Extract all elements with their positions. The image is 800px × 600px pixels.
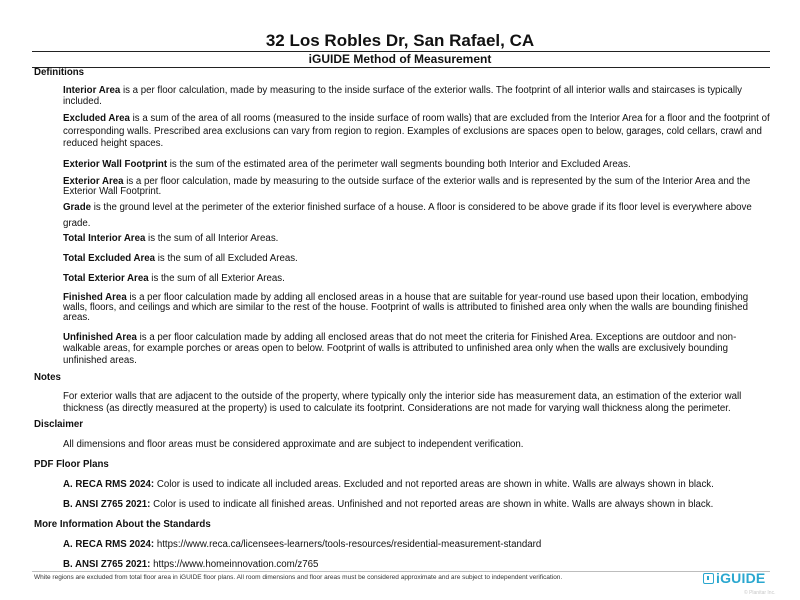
definition-term: Total Interior Area [63,232,146,244]
watermark: © Planitar Inc. [744,590,776,596]
iguide-logo [703,570,765,586]
definition-excluded-area [34,113,772,151]
pdf-floor-plans-heading: PDF Floor Plans [34,459,109,470]
definition-interior-area [34,85,772,107]
definitions-heading: Definitions [34,67,85,78]
definition-text: is a per floor calculation made by adding all enclosed areas in a house that are suitable for year-round use based upon their location, embodying walls, floors, and ceilings and which are similar to the rest of the house. Footprint of walls is attributed to finished area only when the walls are bounding finished areas. [63,291,749,323]
standard-term: B. ANSI Z765 2021: [63,559,151,570]
pdf-floor-plan-item [34,479,772,490]
definition-text: is the sum of all Exterior Areas. [148,272,285,284]
standard-term: A. RECA RMS 2024: [63,539,155,550]
page-title: 32 Los Robles Dr, San Rafael, CA [265,31,535,50]
standard-term: A. RECA RMS 2024: [63,479,155,490]
footer-divider [32,571,770,572]
definition-total-interior-area [34,233,772,244]
definition-exterior-wall-footprint [34,159,772,170]
standard-text: Color is used to indicate all included areas. Excluded and not reported areas are shown in white. Walls are always shown in black. [154,479,714,490]
iguide-logo-icon [703,573,714,584]
definition-grade [34,200,772,232]
definition-text: is the sum of the estimated area of the perimeter wall segments bounding both Interior and Excluded Areas. [167,158,631,170]
definition-term: Exterior Wall Footprint [63,158,168,170]
definition-unfinished-area [34,332,772,367]
notes-text: For exterior walls that are adjacent to the outside of the property, where typically only the interior side has measurement data, an estimation of the exterior wall thickness (as directly measured at the property) is used to calculate its footprint. Considerations are not made for varying wall thickness along the perimeter. [63,391,742,414]
definition-term: Total Exterior Area [63,272,149,284]
document-body [34,67,772,570]
definition-text: is a sum of the area of all rooms (measured to the inside surface of room walls) that are excluded from the Interior Area for a floor and the footprint of corresponding walls. Prescribed area exclusions can vary from region to region. Examples of exclusions are spaces open to below, garages, cold cellars, crawl and reduced height spaces. [63,113,770,149]
footer-note: White regions are excluded from total floor area in iGUIDE floor plans. All room dimensions and floor areas must be considered approximate and are subject to independent verification. [34,574,563,581]
notes-heading: Notes [34,372,61,383]
standard-link: https://www.homeinnovation.com/z765 [150,559,319,570]
standard-text: Color is used to indicate all finished areas. Unfinished and not reported areas are shown in white. Walls are always shown in black. [150,499,714,510]
definition-text: is the sum of all Interior Areas. [145,232,279,244]
logo-text: iGUIDE [716,570,766,586]
standards-link-item [34,559,772,570]
definition-exterior-area [34,177,772,197]
definition-term: Grade [63,201,91,213]
definition-text: is the ground level at the perimeter of the exterior finished surface of a house. A floor is considered to be above grade if its floor level is everywhere above grade. [63,201,752,229]
standard-term: B. ANSI Z765 2021: [63,499,151,510]
definition-term: Excluded Area [63,113,130,124]
definition-total-excluded-area [34,253,772,264]
pdf-floor-plan-item [34,499,772,510]
definition-term: Total Excluded Area [63,252,156,264]
definition-term: Exterior Area [63,175,124,187]
disclaimer-text: All dimensions and floor areas must be considered approximate and are subject to independent verification. [63,439,524,450]
definition-text: is a per floor calculation, made by measuring to the inside surface of the exterior walls. The footprint of all interior walls and staircases is typically included. [63,85,742,107]
definition-total-exterior-area [34,273,772,284]
standards-heading: More Information About the Standards [34,519,211,530]
page-subtitle: iGUIDE Method of Measurement [308,52,492,66]
definition-text: is the sum of all Excluded Areas. [155,252,298,264]
standard-link: https://www.reca.ca/licensees-learners/tools-resources/residential-measurement-standard [154,539,542,550]
definition-text: is a per floor calculation, made by measuring to the outside surface of the exterior walls and is represented by the sum of the Interior Area and the Exterior Wall Footprint. [63,175,751,197]
disclaimer-heading: Disclaimer [34,419,84,430]
definition-text: is a per floor calculation made by adding all enclosed areas that do not meet the criteria for Finished Area. Exceptions are outdoor and non-walkable areas, for example porches or areas open to below. Footprint of walls is attributed to unfinished area only when the walls are exclusively bounding unfinished areas. [63,331,737,366]
standards-link-item [34,539,772,550]
definition-term: Unfinished Area [63,331,137,343]
definition-term: Finished Area [63,291,127,303]
definition-term: Interior Area [63,85,121,96]
definition-finished-area [34,293,772,323]
